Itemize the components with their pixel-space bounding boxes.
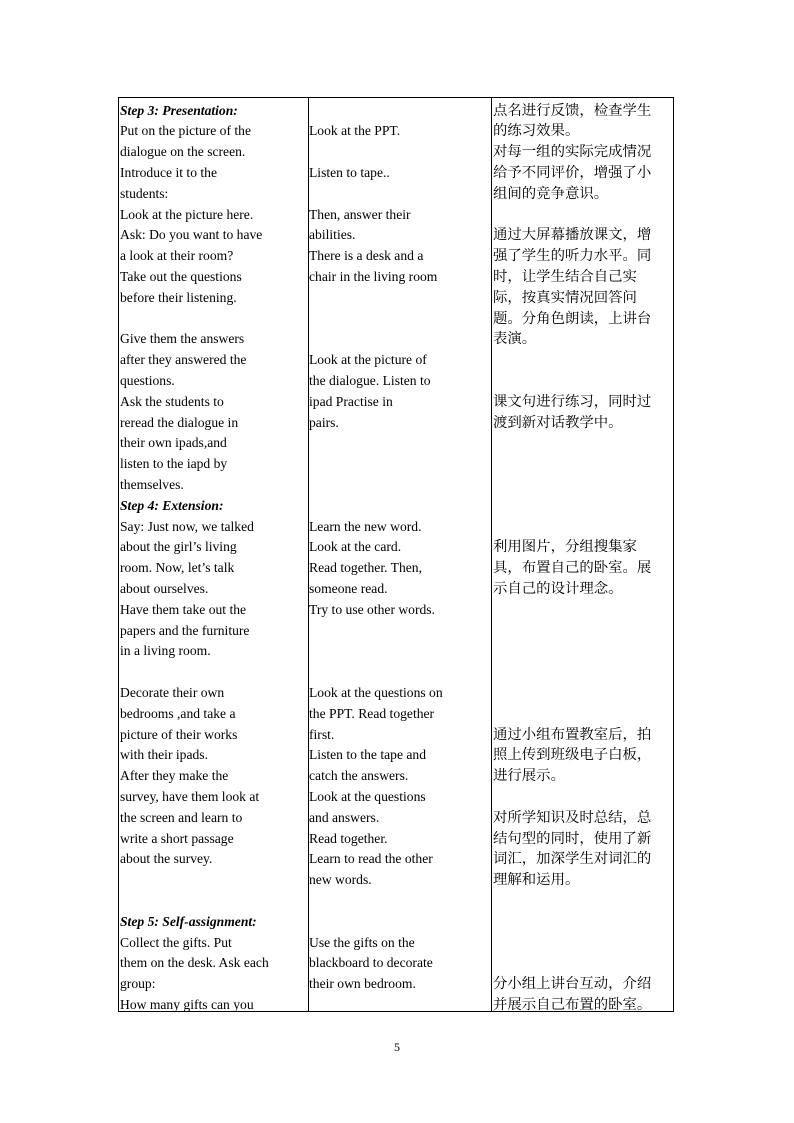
teacher-activity-line: Take out the questions — [120, 268, 242, 284]
design-intent-line: 进行展示。 — [493, 768, 565, 785]
teacher-activity-line: Introduce it to the — [120, 164, 218, 180]
design-intent-line: 题。分角色朗读，上讲台 — [493, 310, 652, 327]
student-activity-line: Try to use other words. — [309, 601, 435, 617]
design-intent-line: 组间的竞争意识。 — [493, 185, 609, 202]
student-activity-line: ipad Practise in — [309, 393, 393, 409]
teacher-activity-line: about the survey. — [120, 851, 213, 867]
page-number: 5 — [394, 1040, 400, 1054]
lesson-plan-table — [118, 97, 674, 1012]
design-intent-line: 渡到新对话教学中。 — [493, 414, 623, 431]
student-activity-line: Look at the picture of — [309, 352, 427, 368]
student-activity-line: Read together. — [309, 830, 388, 846]
design-intent-line: 强了学生的听力水平。同 — [493, 248, 652, 265]
student-activity-line: and answers. — [309, 809, 380, 825]
student-activity-line: abilities. — [309, 227, 356, 243]
design-intent-line: 对所学知识及时总结，总 — [493, 809, 652, 826]
student-activity-line: the PPT. Read together — [309, 705, 435, 721]
teacher-activity-line: their own ipads,and — [120, 435, 227, 451]
design-intent-line: 并展示自己布置的卧室。 — [493, 996, 652, 1011]
student-activity-line: the dialogue. Listen to — [309, 372, 431, 388]
teacher-activity-line: Put on the picture of the — [120, 123, 251, 139]
teacher-activity-line: Give them the answers — [120, 331, 245, 347]
design-intent-line: 结句型的同时，使用了新 — [493, 830, 652, 847]
teacher-activity-line: them on the desk. Ask each — [120, 955, 269, 971]
design-intent-line: 理解和运用。 — [493, 872, 580, 889]
teacher-activity-line: survey, have them look at — [120, 788, 260, 804]
teacher-activity-line: with their ipads. — [120, 747, 208, 763]
teacher-activity-line: Collect the gifts. Put — [120, 934, 232, 950]
teacher-activity-line: students: — [120, 185, 169, 201]
student-activity-line: Look at the PPT. — [309, 123, 401, 139]
teacher-activity-line: after they answered the — [120, 352, 247, 368]
student-activity-line: first. — [309, 726, 335, 742]
teacher-activity-line: Have them take out the — [120, 601, 247, 617]
teacher-activity-line: group: — [120, 976, 156, 992]
teacher-activity-column — [119, 98, 309, 1011]
design-intent-line: 利用图片，分组搜集家 — [493, 539, 637, 556]
design-intent-line: 具，布置自己的卧室。展 — [493, 560, 652, 577]
student-activity-line: blackboard to decorate — [309, 955, 433, 971]
teacher-activity-line: papers and the furniture — [120, 622, 250, 638]
teacher-activity-line: dialogue on the screen. — [120, 144, 246, 160]
teacher-activity-line: listen to the iapd by — [120, 456, 228, 472]
teacher-activity-line: room. Now, let’s talk — [120, 560, 235, 576]
student-activity-line: There is a desk and a — [309, 248, 424, 264]
teacher-activity-line: about ourselves. — [120, 580, 209, 596]
design-intent-line: 点名进行反馈，检查学生 — [493, 102, 652, 119]
teacher-activity-line: bedrooms ,and take a — [120, 705, 236, 721]
student-activity-column — [308, 98, 492, 1011]
teacher-activity-line: Ask the students to — [120, 393, 224, 409]
teacher-activity-line: write a short passage — [120, 830, 234, 846]
design-intent-line: 表演。 — [493, 331, 537, 348]
teacher-activity-line: before their listening. — [120, 289, 237, 305]
design-intent-line: 给予不同评价，增强了小 — [493, 164, 652, 181]
design-intent-line: 的练习效果。 — [493, 123, 580, 140]
step-heading: Step 5: Self-assignment: — [120, 913, 257, 929]
student-activity-line: someone read. — [309, 580, 388, 596]
design-intent-line: 分小组上讲台互动，介绍 — [493, 976, 652, 993]
teacher-activity-line: in a living room. — [120, 643, 211, 659]
student-activity-line: Learn to read the other — [309, 851, 433, 867]
design-intent-line: 课文句进行练习，同时过 — [493, 393, 652, 410]
design-intent-line: 对每一组的实际完成情况 — [493, 144, 652, 161]
teacher-activity-line: themselves. — [120, 476, 184, 492]
teacher-activity-line: a look at their room? — [120, 248, 234, 264]
student-activity-line: Then, answer their — [309, 206, 411, 222]
teacher-activity-line: Say: Just now, we talked — [120, 518, 254, 534]
student-activity-line: Look at the card. — [309, 539, 402, 555]
teacher-activity-line: about the girl’s living — [120, 539, 237, 555]
student-activity-line: Listen to tape.. — [309, 164, 390, 180]
design-intent-line: 时，让学生结合自己实 — [493, 268, 637, 285]
student-activity-line: Read together. Then, — [309, 560, 422, 576]
teacher-activity-line: After they make the — [120, 768, 229, 784]
student-activity-line: Listen to the tape and — [309, 747, 427, 763]
teacher-activity-line: Look at the picture here. — [120, 206, 254, 222]
student-activity-line: Look at the questions — [309, 788, 426, 804]
step-heading: Step 4: Extension: — [120, 497, 224, 513]
teacher-activity-line: the screen and learn to — [120, 809, 243, 825]
design-intent-line: 通过小组布置教室后，拍 — [493, 726, 652, 743]
teacher-activity-line: How many gifts can you — [120, 996, 254, 1011]
teacher-activity-line: Ask: Do you want to have — [120, 227, 263, 243]
student-activity-line: pairs. — [309, 414, 339, 430]
design-intent-column — [492, 98, 674, 1011]
student-activity-line: Learn the new word. — [309, 518, 422, 534]
design-intent-line: 词汇，加深学生对词汇的 — [493, 851, 652, 868]
student-activity-line: catch the answers. — [309, 768, 409, 784]
teacher-activity-line: picture of their works — [120, 726, 238, 742]
design-intent-line: 通过大屏幕播放课文，增 — [493, 227, 652, 244]
design-intent-line: 示自己的设计理念。 — [493, 580, 623, 597]
student-activity-line: Look at the questions on — [309, 684, 443, 700]
step-heading: Step 3: Presentation: — [120, 102, 238, 118]
teacher-activity-line: questions. — [120, 372, 175, 388]
teacher-activity-line: reread the dialogue in — [120, 414, 239, 430]
student-activity-line: Use the gifts on the — [309, 934, 415, 950]
student-activity-line: their own bedroom. — [309, 976, 416, 992]
teacher-activity-line: Decorate their own — [120, 684, 225, 700]
student-activity-line: new words. — [309, 872, 372, 888]
student-activity-line: chair in the living room — [309, 268, 438, 284]
design-intent-line: 际，按真实情况回答问 — [493, 289, 637, 306]
design-intent-line: 照上传到班级电子白板， — [493, 747, 652, 764]
